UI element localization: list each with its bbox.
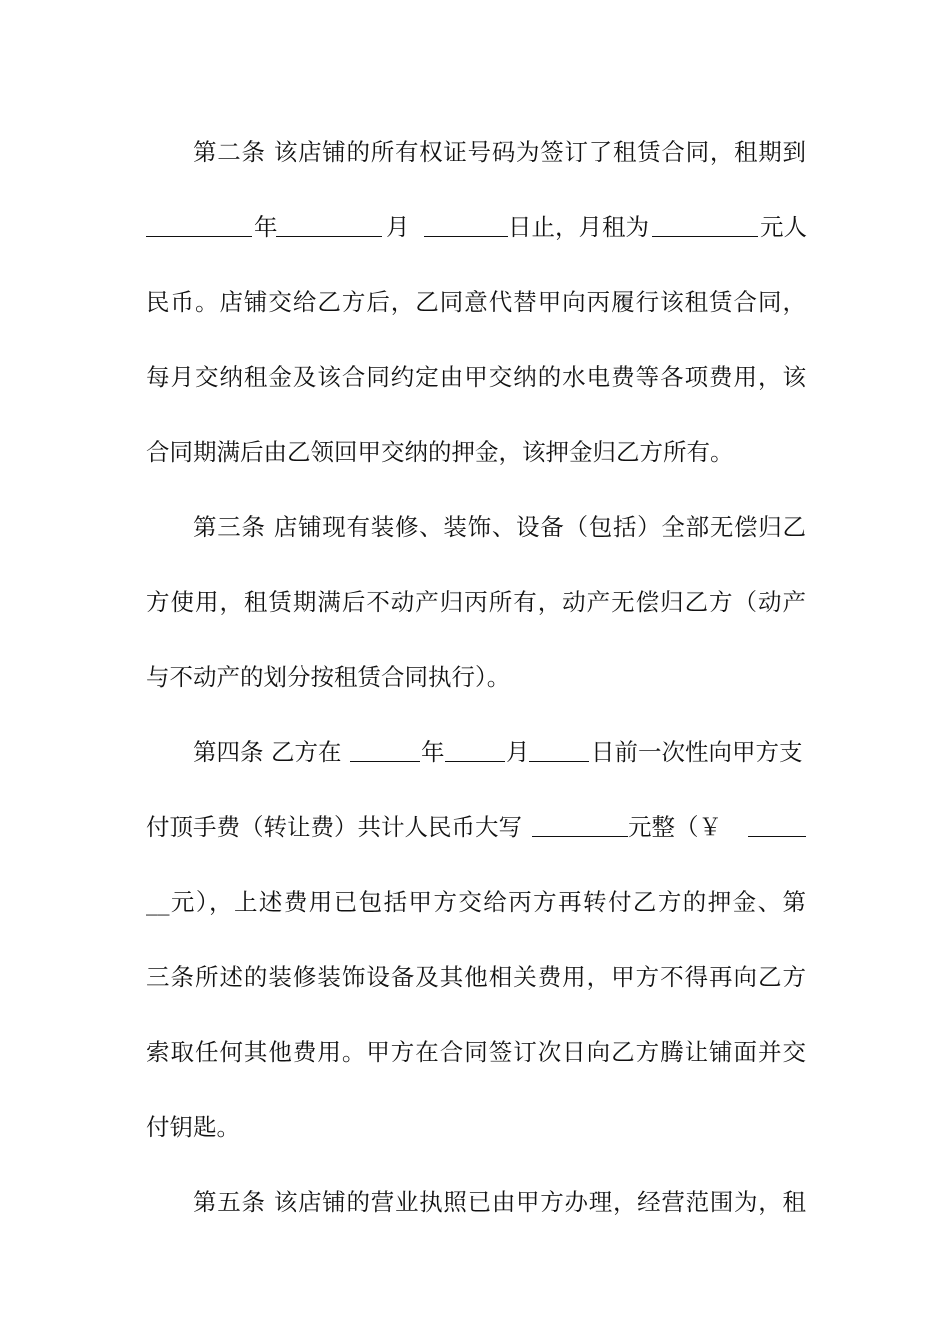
blank-amount-words: [532, 814, 628, 837]
lease-term-line: [146, 212, 806, 242]
label-yuan-ren: 元人: [760, 213, 807, 241]
art4-line2-prefix: 付顶手费（转让费）共计人民币大写: [146, 813, 522, 841]
article-5-line-1: 第五条 该店铺的营业执照已由甲方办理，经营范围为，租: [193, 1188, 806, 1216]
article-2-line-5: 合同期满后由乙领回甲交纳的押金，该押金归乙方所有。: [146, 438, 734, 466]
article-4-line-5: 索取任何其他费用。甲方在合同签订次日向乙方腾让铺面并交: [146, 1038, 806, 1066]
art4-suffix: 日前一次性向甲方支: [591, 738, 803, 766]
blank-art4-year: [350, 739, 420, 762]
blank-day: [424, 214, 508, 237]
blank-amount-number: [748, 814, 806, 837]
article-2-line-3: 民币。店铺交给乙方后，乙同意代替甲向丙履行该租赁合同，: [146, 288, 806, 316]
label-day-rent: 日止，月租为: [508, 213, 649, 241]
blank-year: [146, 214, 252, 237]
article-3-line-1: 第三条 店铺现有装修、装饰、设备（包括）全部无偿归乙: [193, 513, 806, 541]
blank-rent: [652, 214, 758, 237]
art4-prefix: 第四条 乙方在: [193, 738, 342, 766]
art4-line2-suffix: 元整（￥: [628, 813, 722, 841]
article-2-line-1: 第二条 该店铺的所有权证号码为签订了租赁合同，租期到: [193, 138, 806, 166]
article-4-line-3: __元），上述费用已包括甲方交给丙方再转付乙方的押金、第: [146, 888, 806, 916]
article-4-line-1: [193, 737, 806, 767]
label-month: 月: [386, 213, 410, 241]
art4-month: 月: [506, 738, 530, 766]
article-4-line-2: [146, 812, 806, 842]
article-4-line-4: 三条所述的装修装饰设备及其他相关费用，甲方不得再向乙方: [146, 963, 806, 991]
art4-year: 年: [421, 738, 445, 766]
article-3-line-3: 与不动产的划分按租赁合同执行）。: [146, 663, 511, 691]
blank-art4-day: [529, 739, 589, 762]
article-4-line-6: 付钥匙。: [146, 1113, 240, 1141]
article-3-line-2: 方使用，租赁期满后不动产归丙所有，动产无偿归乙方（动产: [146, 588, 806, 616]
article-2-line-4: 每月交纳租金及该合同约定由甲交纳的水电费等各项费用，该: [146, 363, 806, 391]
label-year: 年: [254, 213, 278, 241]
blank-month: [276, 214, 382, 237]
blank-art4-month: [445, 739, 505, 762]
